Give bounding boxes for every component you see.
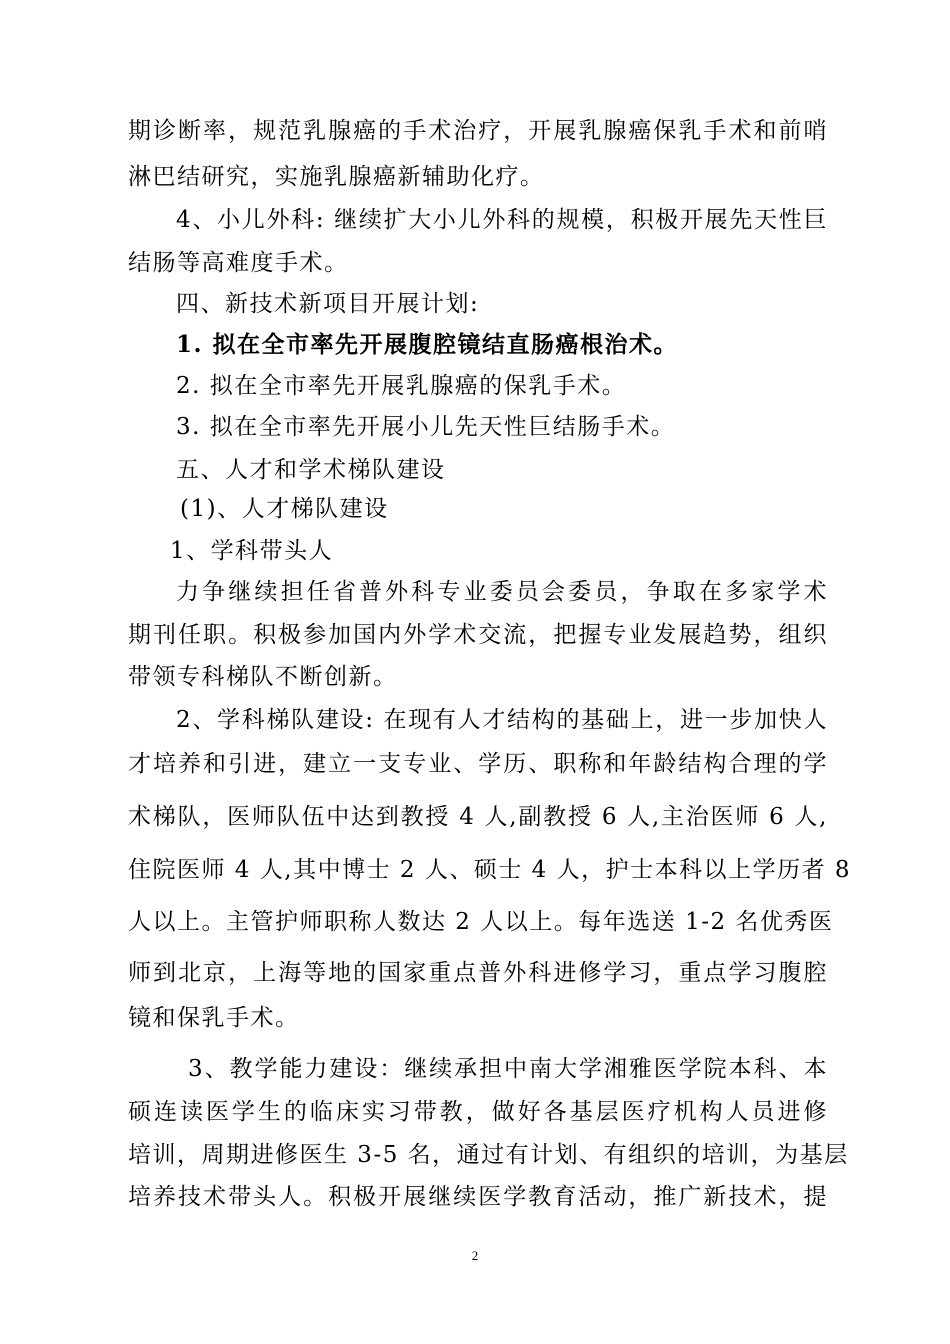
text-line: 培养技术带头人。积极开展继续医学教育活动，推广新技术，提 — [128, 1184, 828, 1210]
section-heading: 五、人才和学术梯队建设 — [176, 457, 446, 483]
subsection-heading: (1)、人才梯队建设 — [180, 496, 389, 522]
list-item: 1. 拟在全市率先开展腹腔镜结直肠癌根治术。 — [176, 331, 679, 358]
list-item: 2. 拟在全市率先开展乳腺癌的保乳手术。 — [176, 373, 627, 399]
subsection-heading: 1、学科带头人 — [170, 538, 334, 564]
text-line: 期诊断率，规范乳腺癌的手术治疗，开展乳腺癌保乳手术和前哨 — [128, 118, 828, 144]
text-line: 4、小儿外科: 继续扩大小儿外科的规模，积极开展先天性巨 — [176, 207, 828, 233]
text-line: 期刊任职。积极参加国内外学术交流，把握专业发展趋势，组织 — [128, 622, 828, 648]
text-line: 师到北京，上海等地的国家重点普外科进修学习，重点学习腹腔 — [128, 960, 828, 986]
text-line: 3、教学能力建设：继续承担中南大学湘雅医学院本科、本 — [188, 1056, 828, 1082]
text-line: 术梯队，医师队伍中达到教授 4 人,副教授 6 人,主治医师 6 人, — [128, 804, 828, 830]
text-line: 淋巴结研究，实施乳腺癌新辅助化疗。 — [128, 164, 545, 190]
list-item: 3. 拟在全市率先开展小儿先天性巨结肠手术。 — [176, 414, 676, 440]
text-line: 才培养和引进，建立一支专业、学历、职称和年龄结构合理的学 — [128, 751, 828, 777]
text-line: 镜和保乳手术。 — [128, 1005, 300, 1031]
text-line: 2、学科梯队建设: 在现有人才结构的基础上，进一步加快人 — [176, 707, 828, 733]
section-heading: 四、新技术新项目开展计划: — [176, 291, 480, 317]
text-line: 力争继续担任省普外科专业委员会委员，争取在多家学术 — [176, 579, 828, 605]
text-line: 住院医师 4 人,其中博士 2 人、硕士 4 人，护士本科以上学历者 8 — [128, 857, 852, 883]
text-line: 硕连读医学生的临床实习带教，做好各基层医疗机构人员进修 — [128, 1099, 828, 1125]
text-line: 结肠等高难度手术。 — [128, 250, 349, 276]
text-line: 带领专科梯队不断创新。 — [128, 664, 398, 690]
text-line: 培训，周期进修医生 3-5 名，通过有计划、有组织的培训，为基层 — [128, 1142, 849, 1168]
page-number: 2 — [471, 1248, 479, 1263]
text-line: 人以上。主管护师职称人数达 2 人以上。每年选送 1-2 名优秀医 — [128, 909, 834, 935]
